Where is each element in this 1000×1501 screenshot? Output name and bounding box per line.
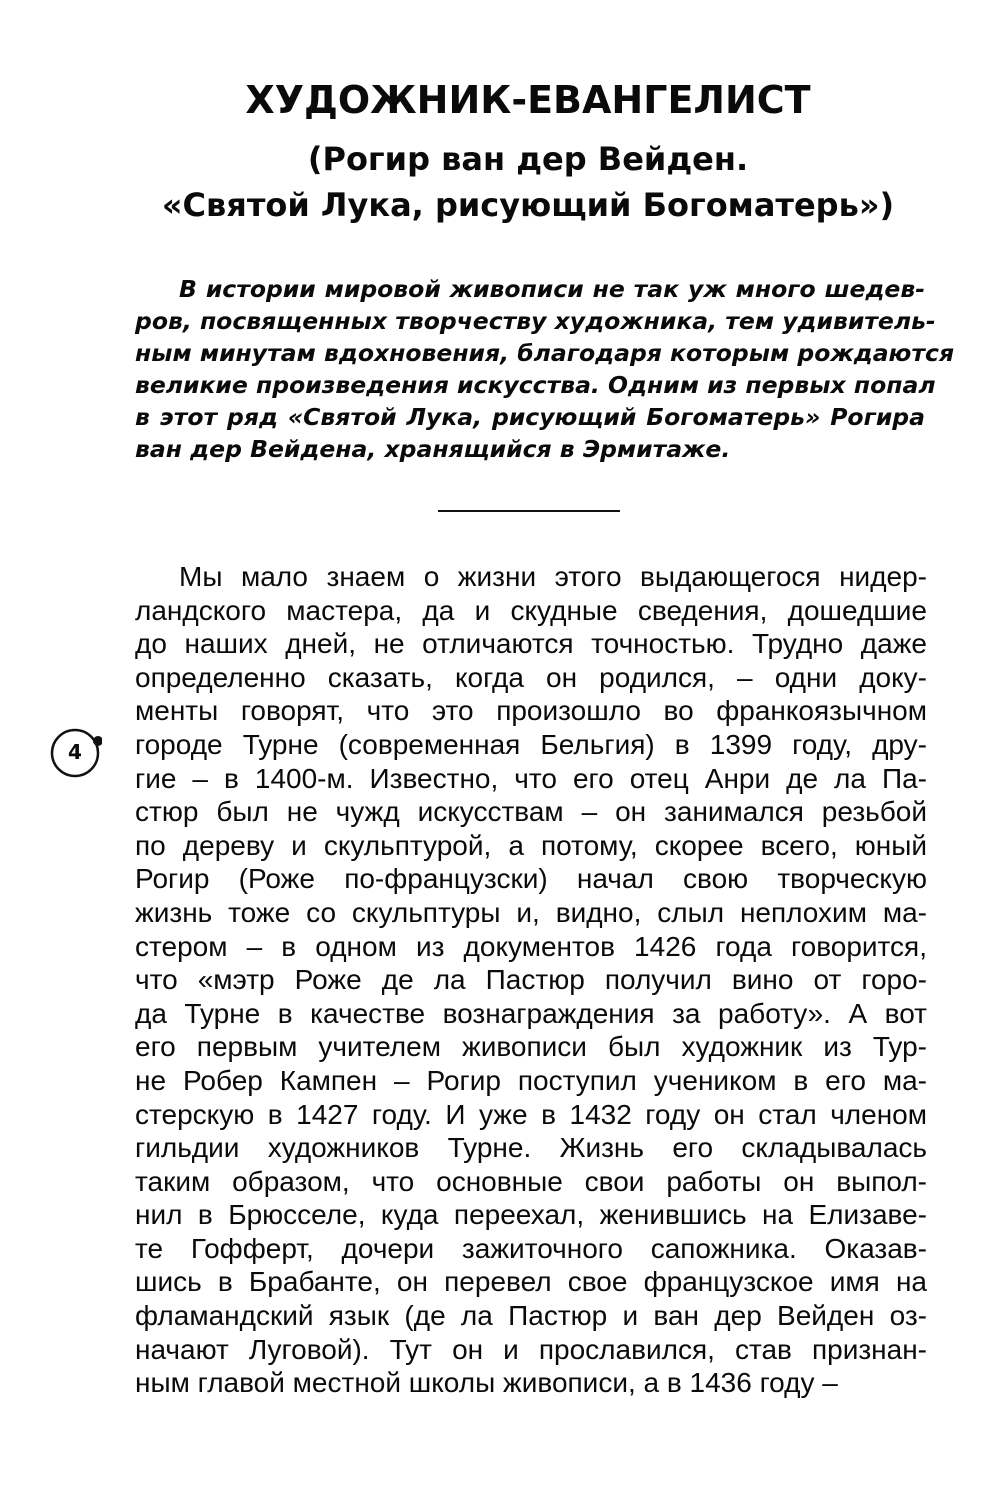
body-line: да Турне в качестве вознаграждения за работу». А вот xyxy=(135,997,927,1029)
body-line: фламандский язык (де ла Пастюр и ван дер Вейден оз- xyxy=(135,1300,927,1332)
body-line: городе Турне (современная Бельгия) в 1399 году, дру- xyxy=(135,728,927,760)
body-line: те Гофферт, дочери зажиточного сапожника. Оказав- xyxy=(135,1232,927,1264)
page-number: 4 xyxy=(68,740,82,764)
chapter-subtitle-line-2: «Святой Лука, рисующий Богоматерь») xyxy=(161,186,895,224)
body-line: не Робер Кампен – Рогир поступил учеником в его ма- xyxy=(135,1064,927,1096)
lead-line: ров, посвященных творчеству художника, тем удивитель- xyxy=(135,307,936,335)
body-line: по дереву и скульптурой, а потому, скорее всего, юный xyxy=(135,829,927,861)
body-line: жизнь тоже со скульптуры и, видно, слыл неплохим ма- xyxy=(135,896,927,928)
page-number-badge xyxy=(48,726,102,780)
body-line: что «мэтр Роже де ла Пастюр получил вино от горо- xyxy=(135,964,927,996)
body-line: менты говорят, что это произошло во франкоязычном xyxy=(135,695,927,727)
lead-line: в этот ряд «Святой Лука, рисующий Богоматерь» Рогира xyxy=(135,403,925,431)
chapter-subtitle-line-1: (Рогир ван дер Вейден. xyxy=(307,140,749,178)
body-line: до наших дней, не отличаются точностью. Трудно даже xyxy=(135,628,927,660)
lead-paragraph xyxy=(135,273,955,465)
section-divider xyxy=(438,510,620,512)
chapter-title: ХУДОЖНИК-ЕВАНГЕЛИСТ xyxy=(245,78,811,122)
body-line: таким образом, что основные свои работы он выпол- xyxy=(135,1165,927,1197)
body-line: ландского мастера, да и скудные сведения, дошедшие xyxy=(135,594,927,626)
body-line: Рогир (Роже по-французски) начал свою творческую xyxy=(135,863,927,895)
body-line: стерскую в 1427 году. И уже в 1432 году он стал членом xyxy=(135,1098,927,1130)
lead-line: великие произведения искусства. Одним из первых попал xyxy=(135,371,936,399)
body-line: нил в Брюсселе, куда переехал, женившись на Елизаве- xyxy=(135,1199,927,1231)
lead-line: ным минутам вдохновения, благодаря которым рождаются xyxy=(135,339,955,367)
body-line: Мы мало знаем о жизни этого выдающегося нидер- xyxy=(179,561,927,592)
lead-line: В истории мировой живописи не так уж много шедев- xyxy=(179,275,925,303)
body-line: стюр был не чужд искусствам – он занимался резьбой xyxy=(135,796,927,828)
body-line: его первым учителем живописи был художник из Тур- xyxy=(135,1031,927,1063)
body-line: гильдии художников Турне. Жизнь его складывалась xyxy=(135,1132,927,1164)
body-line: гие – в 1400-м. Известно, что его отец Анри де ла Па- xyxy=(135,762,927,794)
body-line: стером – в одном из документов 1426 года говорится, xyxy=(135,930,927,962)
body-paragraph xyxy=(135,560,927,1400)
body-line: начают Луговой). Тут он и прославился, став признан- xyxy=(135,1333,927,1365)
body-line: определенно сказать, когда он родился, – одни доку- xyxy=(135,661,927,693)
body-line: ным главой местной школы живописи, а в 1436 году – xyxy=(135,1367,838,1399)
lead-line: ван дер Вейдена, хранящийся в Эрмитаже. xyxy=(135,435,731,463)
body-line: шись в Брабанте, он перевел свое французское имя на xyxy=(135,1266,927,1298)
